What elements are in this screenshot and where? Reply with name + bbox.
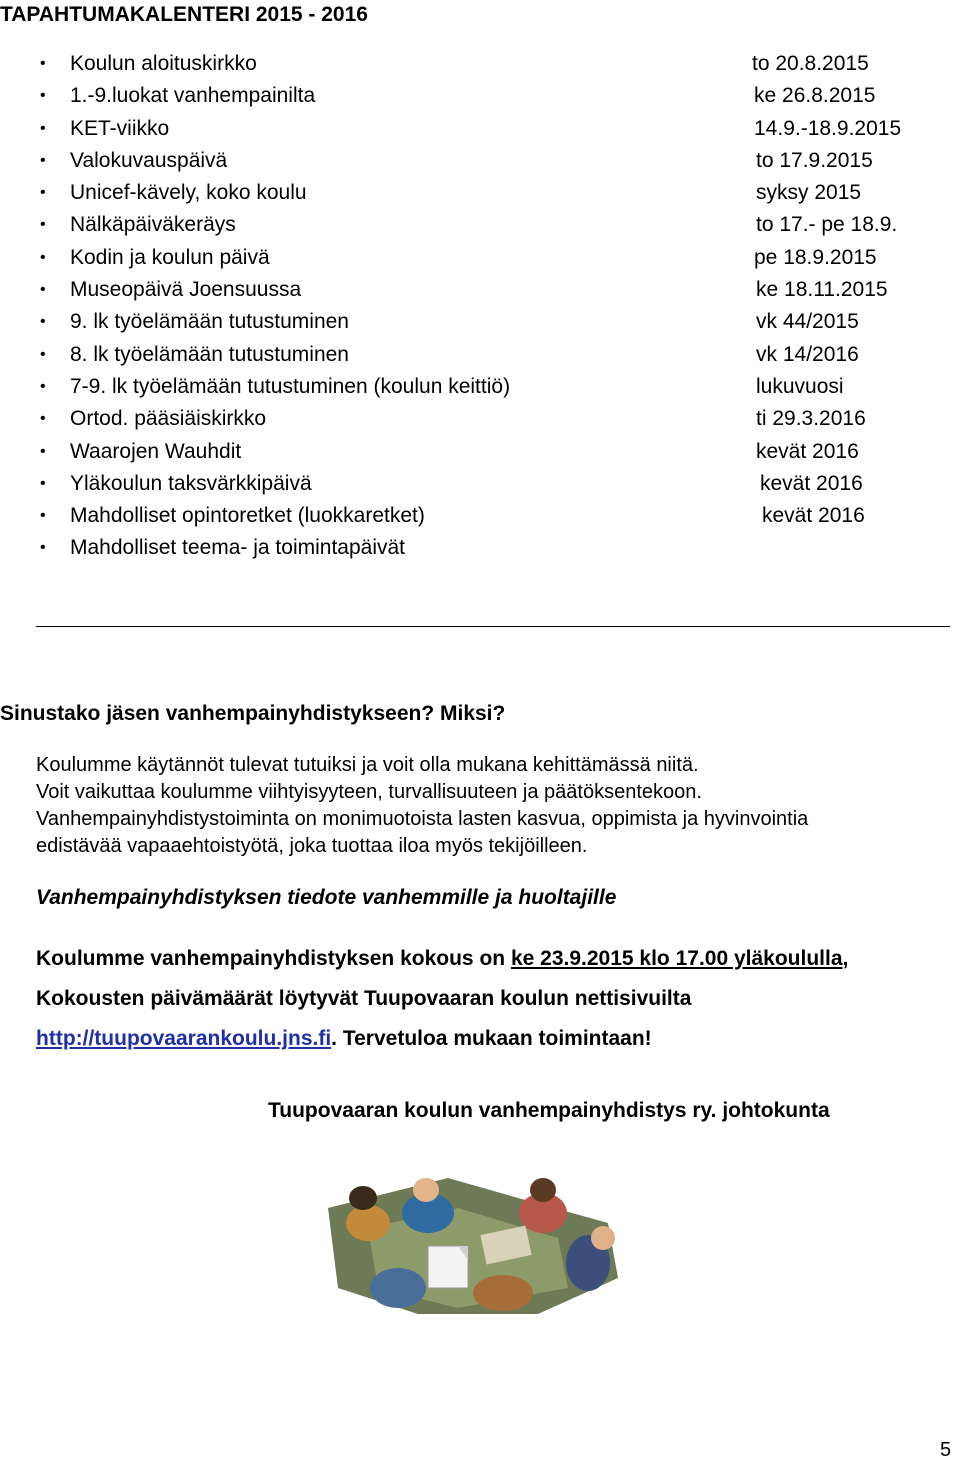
event-item	[0, 274, 960, 306]
event-date: to 20.8.2015	[752, 52, 869, 75]
bullet-icon: •	[40, 410, 46, 428]
event-name: 1.-9.luokat vanhempainilta	[70, 84, 316, 108]
event-date: 14.9.-18.9.2015	[754, 116, 902, 140]
event-date: to 17.- pe 18.9.	[756, 213, 898, 237]
event-item	[0, 306, 960, 338]
event-item	[0, 371, 960, 403]
event-item	[0, 145, 960, 177]
bullet-icon: •	[40, 377, 46, 395]
event-item	[0, 80, 960, 112]
bullet-icon: •	[40, 151, 46, 169]
event-name: Ortod. pääsiäiskirkko	[70, 407, 267, 431]
event-name: Mahdolliset opintoretket (luokkaretket)	[70, 504, 425, 528]
bullet-icon: •	[40, 442, 46, 460]
bullet-icon: •	[40, 216, 46, 234]
event-name: Valokuvauspäivä	[70, 148, 228, 172]
welcome-text: . Tervetuloa mukaan toimintaan!	[331, 1027, 652, 1050]
event-item	[0, 436, 960, 468]
paragraph-line: edistävää vapaaehtoistyötä, joka tuottaa iloa myös tekijöilleen.	[36, 835, 588, 857]
bullet-icon: •	[40, 55, 46, 72]
event-name: Mahdolliset teema- ja toimintapäivät	[70, 536, 405, 560]
event-item	[0, 403, 960, 435]
event-item	[0, 500, 960, 532]
page-title: TAPAHTUMAKALENTERI 2015 - 2016	[0, 3, 368, 26]
event-item	[0, 339, 960, 371]
paragraph-line: Voit vaikuttaa koulumme viihtyisyyteen, turvallisuuteen ja päätöksentekoon.	[36, 781, 702, 803]
event-name: Unicef-kävely, koko koulu	[70, 181, 307, 205]
bullet-icon: •	[40, 474, 46, 492]
event-name: 7-9. lk työelämään tutustuminen (koulun keittiö)	[70, 374, 511, 398]
page-number: 5	[940, 1439, 952, 1461]
meeting-when: ke 23.9.2015 klo 17.00 yläkoululla	[510, 947, 843, 970]
event-list	[0, 48, 960, 565]
bullet-icon: •	[40, 248, 46, 266]
website-line	[36, 1024, 652, 1054]
membership-paragraph	[36, 752, 956, 860]
event-name: 8. lk työelämään tutustuminen	[70, 342, 349, 366]
horizontal-divider	[36, 626, 950, 627]
bullet-icon: •	[40, 281, 46, 299]
event-name: 9. lk työelämään tutustuminen	[70, 310, 349, 334]
event-date: to 17.9.2015	[756, 148, 873, 172]
event-name: Nälkäpäiväkeräys	[70, 213, 236, 237]
event-date: kevät 2016	[762, 504, 865, 528]
event-item	[0, 209, 960, 241]
event-date: pe 18.9.2015	[754, 245, 877, 269]
event-item	[0, 113, 960, 145]
signature: Tuupovaaran koulun vanhempainyhdistys ry. johtokunta	[268, 1099, 830, 1122]
meeting-info	[36, 944, 848, 974]
bullet-icon: •	[40, 184, 46, 202]
meeting-prefix: Koulumme vanhempainyhdistyksen kokous on	[36, 947, 511, 970]
event-name: Museopäivä Joensuussa	[70, 278, 302, 302]
event-name: Yläkoulun taksvärkkipäivä	[70, 471, 312, 495]
event-date: vk 44/2015	[756, 310, 859, 334]
event-item	[0, 468, 960, 500]
membership-title: Sinustako jäsen vanhempainyhdistykseen? Miksi?	[0, 702, 506, 725]
meeting-dates-info: Kokousten päivämäärät löytyvät Tuupovaaran koulun nettisivuilta	[36, 987, 692, 1010]
school-website-link[interactable]: http://tuupovaarankoulu.jns.fi	[36, 1027, 332, 1050]
event-date: kevät 2016	[756, 439, 859, 463]
event-name: Waarojen Wauhdit	[70, 439, 242, 463]
meeting-suffix: ,	[842, 947, 849, 970]
bullet-icon: •	[40, 119, 46, 137]
event-item	[0, 242, 960, 274]
event-item	[0, 177, 960, 209]
paragraph-line: Vanhempainyhdistystoiminta on monimuotoista lasten kasvua, oppimista ja hyvinvointia	[36, 808, 809, 830]
meeting-clipart-image	[308, 1168, 630, 1316]
event-date: kevät 2016	[760, 471, 863, 495]
event-item	[0, 48, 960, 80]
event-name: Koulun aloituskirkko	[70, 52, 257, 75]
bullet-icon: •	[40, 313, 46, 331]
event-date: ti 29.3.2016	[756, 407, 866, 431]
event-date: lukuvuosi	[756, 374, 844, 398]
event-date: syksy 2015	[756, 181, 862, 205]
event-name: Kodin ja koulun päivä	[70, 245, 270, 269]
event-date: ke 18.11.2015	[756, 278, 888, 302]
event-date: vk 14/2016	[756, 342, 859, 366]
bullet-icon: •	[40, 87, 46, 105]
event-item	[0, 532, 960, 564]
bullet-icon: •	[40, 345, 46, 363]
event-name: KET-viikko	[70, 116, 170, 140]
event-date: ke 26.8.2015	[754, 84, 876, 108]
paragraph-line: Koulumme käytännöt tulevat tutuiksi ja voit olla mukana kehittämässä niitä.	[36, 754, 699, 776]
bullet-icon: •	[40, 507, 46, 525]
bullet-icon: •	[40, 539, 46, 557]
notice-heading: Vanhempainyhdistyksen tiedote vanhemmille ja huoltajille	[36, 886, 617, 909]
